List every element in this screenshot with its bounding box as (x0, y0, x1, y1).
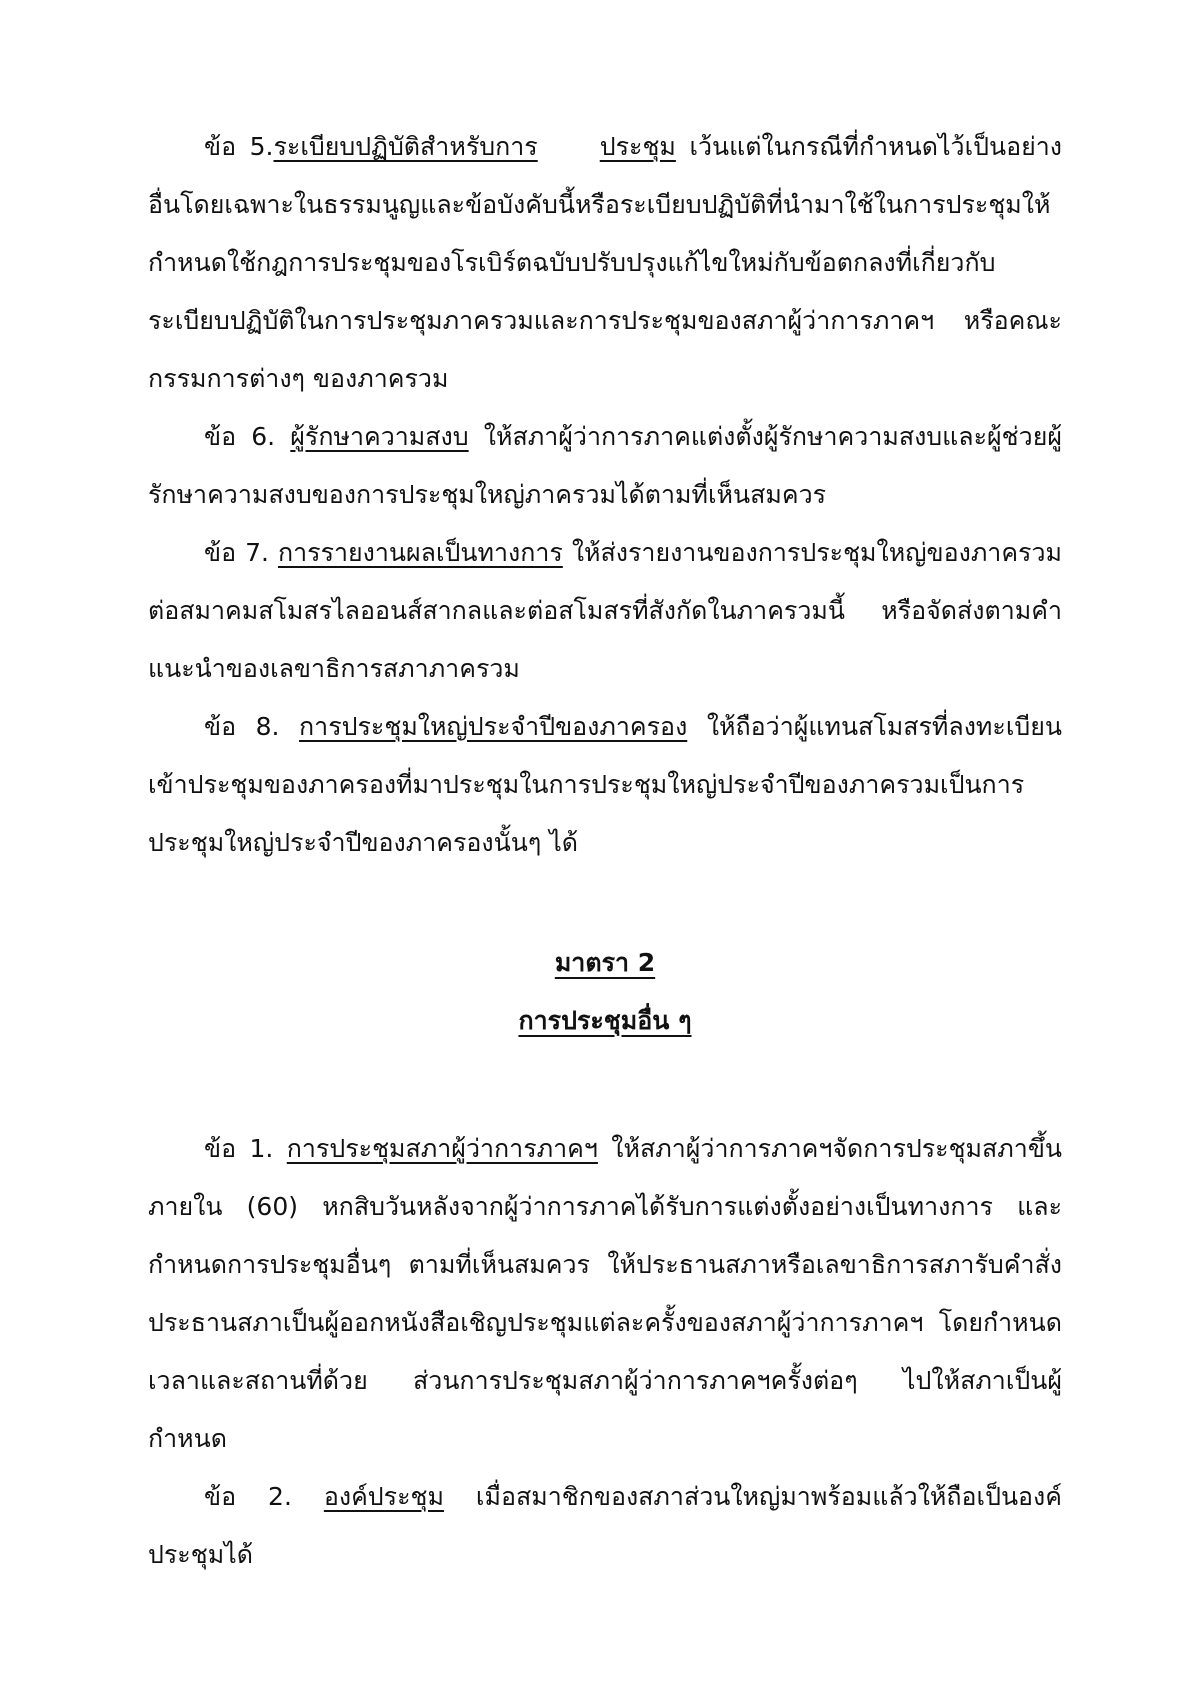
clause-body: ให้สภาผู้ว่าการภาคฯจัดการประชุมสภาขึ้นภายใน (60) หกสิบวันหลังจากผู้ว่าการภาคได้รับการแต่งตั้งอย่างเป็นทางการ และกำหนดการประชุมอื่นๆ ตามที่เห็นสมควร ให้ประธานสภาหรือเลขาธิการสภารับคำสั่งประธานสภาเป็นผู้ออกหนังสือเชิญประชุมแต่ละครั้งของสภาผู้ว่าการภาคฯ โดยกำหนดเวลาและสถานที่ด้วย ส่วนการประชุมสภาผู้ว่าการภาคฯครั้งต่อๆ ไปให้สภาเป็นผู้กำหนด (148, 1134, 1062, 1453)
section2-clause-1 (148, 1120, 1062, 1468)
clause-8 (148, 698, 1062, 872)
clause-6 (148, 408, 1062, 524)
clause-body: เว้นแต่ในกรณีที่กำหนดไว้เป็นอย่างอื่นโดยเฉพาะในธรรมนูญและข้อบังคับนี้หรือระเบียบปฏิบัติที่นำมาใช้ในการประชุมให้กำหนดใช้กฎการประชุมของโรเบิร์ตฉบับปรับปรุงแก้ไขใหม่กับข้อตกลงที่เกี่ยวกับระเบียบปฏิบัติในการประชุมภาครวมและการประชุมของสภาผู้ว่าการภาคฯ หรือคณะกรรมการต่างๆ ของภาครวม (148, 132, 1062, 393)
clause-title: ผู้รักษาความสงบ (290, 422, 469, 451)
clause-body: ให้ส่งรายงานของการประชุมใหญ่ของภาครวมต่อสมาคมสโมสรไลออนส์สากลและต่อสโมสรที่สังกัดในภาครวมนี้ หรือจัดส่งตามคำแนะนำของเลขาธิการสภาภาครวม (148, 538, 1063, 683)
section2-clause-2 (148, 1468, 1062, 1584)
clause-title: การประชุมใหญ่ประจำปีของภาครอง (299, 712, 688, 741)
clause-7 (148, 524, 1062, 698)
clause-number: ข้อ 1. (204, 1134, 287, 1163)
clause-body: ให้ถือว่าผู้แทนสโมสรที่ลงทะเบียนเข้าประชุมของภาครองที่มาประชุมในการประชุมใหญ่ประจำปีของภาครวมเป็นการประชุมใหญ่ประจำปีของภาครองนั้นๆ ได้ (148, 712, 1062, 857)
section-heading (148, 934, 1062, 1050)
document-page (148, 118, 1062, 1584)
clause-number: ข้อ 2. (204, 1482, 324, 1511)
clause-number: ข้อ 8. (204, 712, 300, 741)
clause-number: ข้อ 5. (204, 132, 274, 161)
clause-title: ระเบียบปฏิบัติสำหรับการ (273, 132, 538, 161)
clause-number: ข้อ 7. (204, 538, 278, 567)
clause-number: ข้อ 6. (204, 422, 291, 451)
section-number-heading: มาตรา 2 (554, 948, 656, 977)
section-title-heading: การประชุมอื่น ๆ (518, 1006, 692, 1035)
clause-title: การรายงานผลเป็นทางการ (277, 538, 563, 567)
clause-title: การประชุมสภาผู้ว่าการภาคฯ (286, 1134, 598, 1163)
clause-title: องค์ประชุม (323, 1482, 444, 1511)
clause-body: เมื่อสมาชิกของสภาส่วนใหญ่มาพร้อมแล้วให้ถือเป็นองค์ประชุมได้ (148, 1482, 1062, 1569)
clause-title: ประชุม (599, 132, 676, 161)
clause-body: ให้สภาผู้ว่าการภาคแต่งตั้งผู้รักษาความสงบและผู้ช่วยผู้รักษาความสงบของการประชุมใหญ่ภาครวมได้ตามที่เห็นสมควร (148, 422, 1062, 509)
clause-5 (148, 118, 1062, 408)
